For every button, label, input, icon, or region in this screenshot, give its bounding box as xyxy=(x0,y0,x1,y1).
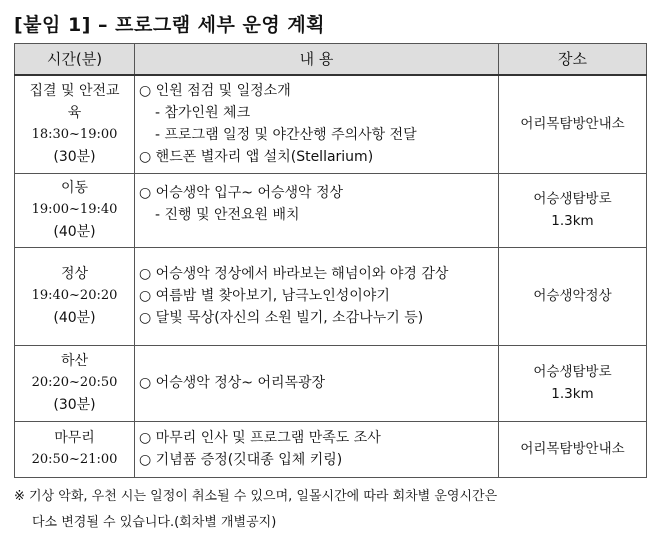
session-time: 18:30~19:00 xyxy=(31,127,118,143)
content-item: ○ 기념품 증정(깃대종 입체 키링) xyxy=(139,452,343,468)
table-row xyxy=(15,345,647,421)
time-cell xyxy=(15,247,135,345)
content-item: ○ 어승생악 정상에서 바라보는 해넘이와 야경 감상 xyxy=(139,266,449,282)
session-label: 하산 xyxy=(60,353,89,369)
place-cell xyxy=(499,421,647,477)
content-item: ○ 핸드폰 별자리 앱 설치(Stellarium) xyxy=(139,149,374,166)
session-duration: (30분) xyxy=(53,397,96,413)
session-duration: (40분) xyxy=(53,310,96,326)
footnote-line-2: 다소 변경될 수 있습니다.(회차별 개별공지) xyxy=(32,515,277,530)
table-row xyxy=(15,421,647,477)
footnote xyxy=(14,484,654,536)
place-cell xyxy=(499,75,647,173)
place-name: 어승생탐방로 xyxy=(533,364,612,380)
schedule-table xyxy=(14,43,647,478)
header-place: 장소 xyxy=(499,44,647,76)
table-row xyxy=(15,75,647,173)
document-title: [붙임 1] – 프로그램 세부 운영 계획 xyxy=(14,14,326,36)
place-distance: 1.3km xyxy=(551,386,594,402)
session-time: 20:50~21:00 xyxy=(31,452,118,467)
session-time: 20:20~20:50 xyxy=(31,375,118,390)
content-item: ○ 인원 점검 및 일정소개 xyxy=(139,83,291,100)
place-cell xyxy=(499,173,647,247)
time-cell xyxy=(15,75,135,173)
session-time: 19:40~20:20 xyxy=(31,288,118,303)
place-distance: 1.3km xyxy=(551,213,594,229)
content-subitem: - 진행 및 안전요원 배치 xyxy=(155,206,300,223)
session-duration: (40분) xyxy=(53,224,96,240)
session-duration: (30분) xyxy=(53,149,96,166)
session-time: 19:00~19:40 xyxy=(31,202,118,217)
content-cell xyxy=(135,421,499,477)
content-subitem: - 참가인원 체크 xyxy=(155,105,251,122)
content-item: ○ 달빛 묵상(자신의 소원 빌기, 소감나누기 등) xyxy=(139,310,424,326)
place-name: 어리목탐방안내소 xyxy=(520,441,625,457)
table-header-row xyxy=(15,44,647,76)
place-cell xyxy=(499,247,647,345)
session-label: 이동 xyxy=(60,180,89,196)
content-subitem: - 프로그램 일정 및 야간산행 주의사항 전달 xyxy=(155,127,417,144)
session-label-cont: 육 xyxy=(67,105,82,122)
time-cell xyxy=(15,345,135,421)
content-item: ○ 마무리 인사 및 프로그램 만족도 조사 xyxy=(139,430,381,446)
content-cell xyxy=(135,173,499,247)
content-item: ○ 어승생악 정상~ 어리목광장 xyxy=(139,375,326,391)
footnote-line-1: ※ 기상 악화, 우천 시는 일정이 취소될 수 있으며, 일몰시간에 따라 회차별 운영시간은 xyxy=(14,489,498,504)
content-cell xyxy=(135,345,499,421)
place-name: 어리목탐방안내소 xyxy=(520,116,625,133)
header-content: 내 용 xyxy=(135,44,499,76)
session-label: 마무리 xyxy=(54,430,95,446)
content-cell xyxy=(135,75,499,173)
place-cell xyxy=(499,345,647,421)
session-label: 정상 xyxy=(60,266,89,282)
place-name: 어승생탐방로 xyxy=(533,191,612,207)
session-label: 집결 및 안전교 xyxy=(29,83,120,100)
place-name: 어승생악정상 xyxy=(533,288,612,304)
table-row xyxy=(15,247,647,345)
time-cell xyxy=(15,421,135,477)
table-row xyxy=(15,173,647,247)
content-item: ○ 여름밤 별 찾아보기, 남극노인성이야기 xyxy=(139,288,390,304)
content-cell xyxy=(135,247,499,345)
time-cell xyxy=(15,173,135,247)
content-item: ○ 어승생악 입구~ 어승생악 정상 xyxy=(139,184,344,201)
header-time: 시간(분) xyxy=(15,44,135,76)
